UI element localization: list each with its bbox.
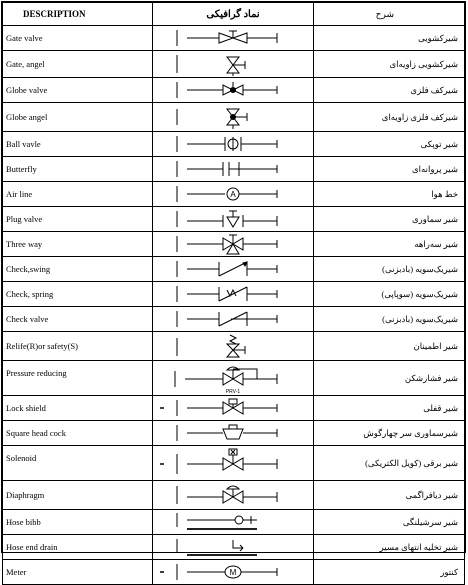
row-explanation: شیر اطمینان [314, 332, 465, 361]
row-description: Hose bibb [3, 510, 153, 535]
table-row [3, 257, 465, 282]
air-line-icon [153, 182, 314, 206]
gate-valve-icon [153, 26, 314, 50]
row-explanation: شیر سه‌راهه [314, 232, 465, 257]
table-row [3, 132, 465, 157]
row-explanation: شیرکف فلزی زاویه‌ای [314, 103, 465, 132]
row-description: Air line [3, 182, 153, 207]
table-row [3, 307, 465, 332]
row-description: Globe angel [3, 103, 153, 132]
table-row [3, 51, 465, 78]
row-explanation: شیر پروانه‌ای [314, 157, 465, 182]
table-row [3, 157, 465, 182]
row-explanation: شیر تخلیه انتهای مسیر [314, 535, 465, 560]
svg-text:A: A [230, 190, 236, 199]
table-row [3, 396, 465, 421]
row-description: Globe valve [3, 78, 153, 103]
header-symbol: نماد گرافیکی [153, 3, 314, 26]
row-explanation: شیرکف فلزی [314, 78, 465, 103]
row-description: Solenoid [3, 446, 153, 481]
gate-angle-valve-icon [153, 51, 314, 77]
row-explanation: شیریک‌سویه (بادبزنی) [314, 307, 465, 332]
table-row [3, 332, 465, 361]
globe-angle-valve-icon [153, 103, 314, 131]
table-row [3, 78, 465, 103]
row-explanation: خط هوا [314, 182, 465, 207]
table-row [3, 481, 465, 510]
row-description: Butterfly [3, 157, 153, 182]
swing-check-valve-icon [153, 257, 314, 281]
row-explanation: شیر سماوری [314, 207, 465, 232]
row-description: Hose end drain [3, 535, 153, 560]
table-row [3, 182, 465, 207]
row-explanation: شیر فشارشکن [314, 361, 465, 396]
row-description: Gate, angel [3, 51, 153, 78]
row-explanation: شیر سرشیلنگی [314, 510, 465, 535]
row-explanation: شیر قفلی [314, 396, 465, 421]
row-description: Check, spring [3, 282, 153, 307]
row-description: Gate valve [3, 26, 153, 51]
hose-end-drain-icon [153, 535, 314, 559]
prv-label: PRV-1 [225, 389, 241, 395]
three-way-valve-icon [153, 232, 314, 256]
row-description: Lock shield [3, 396, 153, 421]
row-explanation: شیرسماوری سر چهارگوش [314, 421, 465, 446]
butterfly-valve-icon [153, 157, 314, 181]
plug-valve-icon [153, 207, 314, 231]
row-description: Relife(R)or safety(S) [3, 332, 153, 361]
hose-bibb-icon [153, 510, 314, 534]
row-explanation: شیرکشویی زاویه‌ای [314, 51, 465, 78]
table-row [3, 282, 465, 307]
row-description: Pressure reducing [3, 361, 153, 396]
row-explanation: کنتور [314, 560, 465, 585]
relief-valve-icon [153, 332, 314, 360]
row-description: Square head cock [3, 421, 153, 446]
table-row [3, 535, 465, 560]
meter-icon [153, 560, 314, 584]
row-description: Check,swing [3, 257, 153, 282]
row-explanation: شیر توپکی [314, 132, 465, 157]
header-explanation: شرح [314, 3, 465, 26]
row-description: Three way [3, 232, 153, 257]
globe-valve-icon [153, 78, 314, 102]
row-description: Meter [3, 560, 153, 585]
table-row [3, 421, 465, 446]
row-description: Check valve [3, 307, 153, 332]
table-row [3, 446, 465, 481]
solenoid-valve-icon [153, 446, 314, 480]
table-row [3, 510, 465, 535]
check-valve-icon [153, 307, 314, 331]
square-head-cock-icon [153, 421, 314, 445]
row-explanation: شیر برقی (کویل الکتریکی) [314, 446, 465, 481]
valve-symbols-table-sheet [1, 1, 466, 577]
row-explanation: شیر دیافراگمی [314, 481, 465, 510]
table-row [3, 103, 465, 132]
lock-shield-valve-icon [153, 396, 314, 420]
ball-valve-icon [153, 132, 314, 156]
table-row [3, 361, 465, 396]
table-row [3, 560, 465, 585]
row-explanation: شیریک‌سویه (سوپاپی) [314, 282, 465, 307]
row-description: Plug valve [3, 207, 153, 232]
diaphragm-valve-icon [153, 481, 314, 509]
header-description: DESCRIPTION [3, 3, 153, 26]
table-row [3, 26, 465, 51]
table-row [3, 232, 465, 257]
spring-check-valve-icon [153, 282, 314, 306]
row-explanation: شیرکشویی [314, 26, 465, 51]
row-explanation: شیریک‌سویه (بادبزنی) [314, 257, 465, 282]
valve-symbols-table [2, 2, 465, 585]
table-row [3, 207, 465, 232]
row-description: Ball vavle [3, 132, 153, 157]
row-description: Diaphragm [3, 481, 153, 510]
pressure-reducing-valve-icon [153, 361, 314, 395]
table-header-row [3, 3, 465, 26]
meter-label: M [229, 568, 237, 577]
